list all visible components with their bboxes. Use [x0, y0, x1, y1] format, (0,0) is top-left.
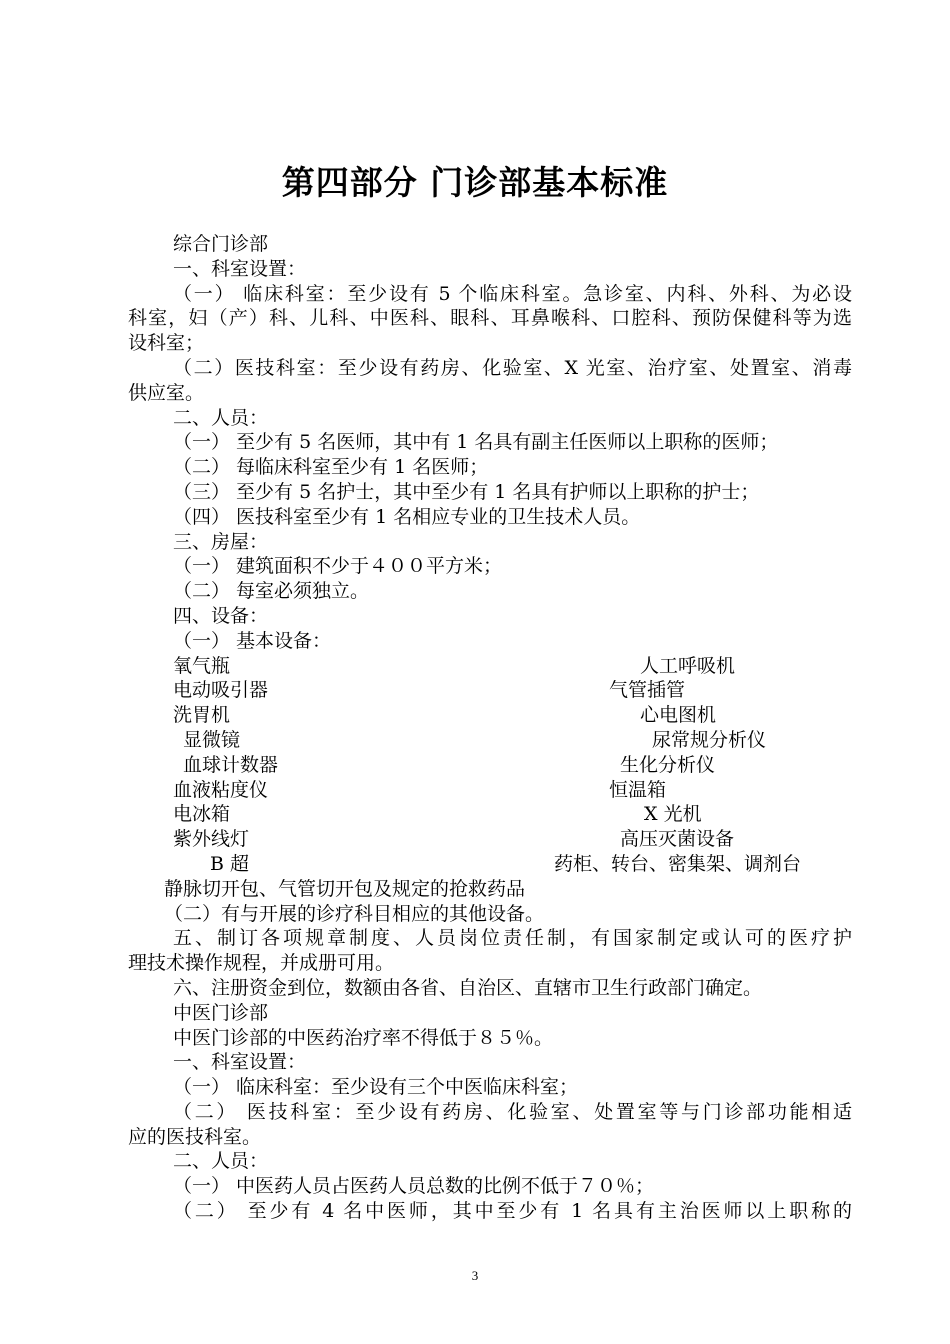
- page-number: 3: [471, 1268, 479, 1283]
- text-line: 三、房屋：: [173, 530, 269, 553]
- equipment-row: [128, 827, 852, 852]
- equipment-item: 紫外线灯: [173, 828, 250, 851]
- text-line: 五、制订各项规章制度、人员岗位责任制，有国家制定或认可的医疗护: [173, 927, 852, 950]
- text-line: 四、设备：: [173, 604, 269, 627]
- text-line: （一） 中医药人员占医药人员总数的比例不低于７０％；: [173, 1175, 655, 1198]
- text-line: （三） 至少有 5 名护士，其中至少有 1 名具有护师以上职称的护士；: [173, 480, 760, 503]
- equipment-item: 恒温箱: [609, 778, 667, 801]
- text-line: （二） 至少有 4 名中医师，其中至少有 1 名具有主治医师以上职称的: [173, 1200, 852, 1223]
- equipment-row: [128, 678, 852, 703]
- text-line: 理技术操作规程，并成册可用。: [128, 952, 395, 975]
- equipment-row: [128, 802, 852, 827]
- text-line: 科室，妇（产）科、儿科、中医科、眼科、耳鼻喉科、口腔科、预防保健科等为选: [128, 307, 852, 330]
- equipment-item: 人工呼吸机: [640, 654, 736, 677]
- equipment-item: 血液粘度仪: [173, 778, 269, 801]
- text-line: （一） 临床科室：至少设有三个中医临床科室；: [173, 1076, 579, 1099]
- section-heading: 综合门诊部: [173, 233, 269, 255]
- equipment-item: 心电图机: [640, 704, 717, 727]
- text-line: （一） 临床科室：至少设有 5 个临床科室。急诊室、内科、外科、为必设: [173, 282, 852, 305]
- page-title: 第四部分 门诊部基本标准: [281, 163, 669, 202]
- text-line: （二） 每室必须独立。: [173, 580, 370, 603]
- equipment-item: 气管插管: [609, 679, 686, 702]
- text-line: 设科室；: [128, 332, 205, 355]
- text-line: 应的医技科室。: [128, 1125, 262, 1148]
- text-line: 一、科室设置：: [173, 257, 307, 280]
- equipment-row: [128, 852, 852, 877]
- text-line: （一） 建筑面积不少于４００平方米；: [173, 555, 503, 578]
- text-line: （二）医技科室：至少设有药房、化验室、X 光室、治疗室、处置室、消毒: [173, 356, 852, 379]
- text-line: 供应室。: [128, 381, 205, 404]
- text-line: （一） 至少有 5 名医师，其中有 1 名具有副主任医师以上职称的医师；: [173, 431, 779, 454]
- equipment-item: X 光机: [644, 803, 702, 826]
- equipment-item: 血球计数器: [183, 753, 279, 776]
- text-line: 二、人员：: [173, 1150, 269, 1173]
- equipment-row: [128, 778, 852, 803]
- equipment-row: [128, 654, 852, 679]
- text-line: （一） 基本设备：: [173, 629, 332, 652]
- equipment-item: 电动吸引器: [173, 679, 269, 702]
- text-line: 中医门诊部的中医药治疗率不得低于８５％。: [173, 1026, 554, 1049]
- text-line: 六、注册资金到位，数额由各省、自治区、直辖市卫生行政部门确定。: [173, 976, 763, 999]
- equipment-item: 高压灭菌设备: [620, 828, 735, 851]
- text-line: 一、科室设置：: [173, 1051, 307, 1074]
- text-line: （二） 医技科室：至少设有药房、化验室、处置室等与门诊部功能相适: [173, 1100, 852, 1123]
- equipment-item: 显微镜: [183, 728, 241, 751]
- equipment-item: 电冰箱: [173, 803, 231, 826]
- equipment-row: [128, 703, 852, 728]
- equipment-item: 药柜、转台、密集架、调剂台: [554, 852, 802, 875]
- document-body: [128, 232, 852, 1224]
- text-line: 静脉切开包、气管切开包及规定的抢救药品: [164, 877, 526, 900]
- equipment-item: 尿常规分析仪: [652, 728, 767, 751]
- text-line: （二） 每临床科室至少有 1 名医师；: [173, 456, 489, 479]
- text-line: （四） 医技科室至少有 1 名相应专业的卫生技术人员。: [173, 505, 641, 528]
- text-line: （二）有与开展的诊疗科目相应的其他设备。: [164, 902, 545, 925]
- equipment-row: [128, 753, 852, 778]
- equipment-item: 生化分析仪: [620, 753, 716, 776]
- equipment-row: [128, 728, 852, 753]
- equipment-item: 洗胃机: [173, 704, 231, 727]
- section-heading: 中医门诊部: [173, 1001, 269, 1024]
- equipment-item: 氧气瓶: [173, 654, 231, 677]
- equipment-item: B 超: [210, 852, 250, 875]
- text-line: 二、人员：: [173, 406, 269, 429]
